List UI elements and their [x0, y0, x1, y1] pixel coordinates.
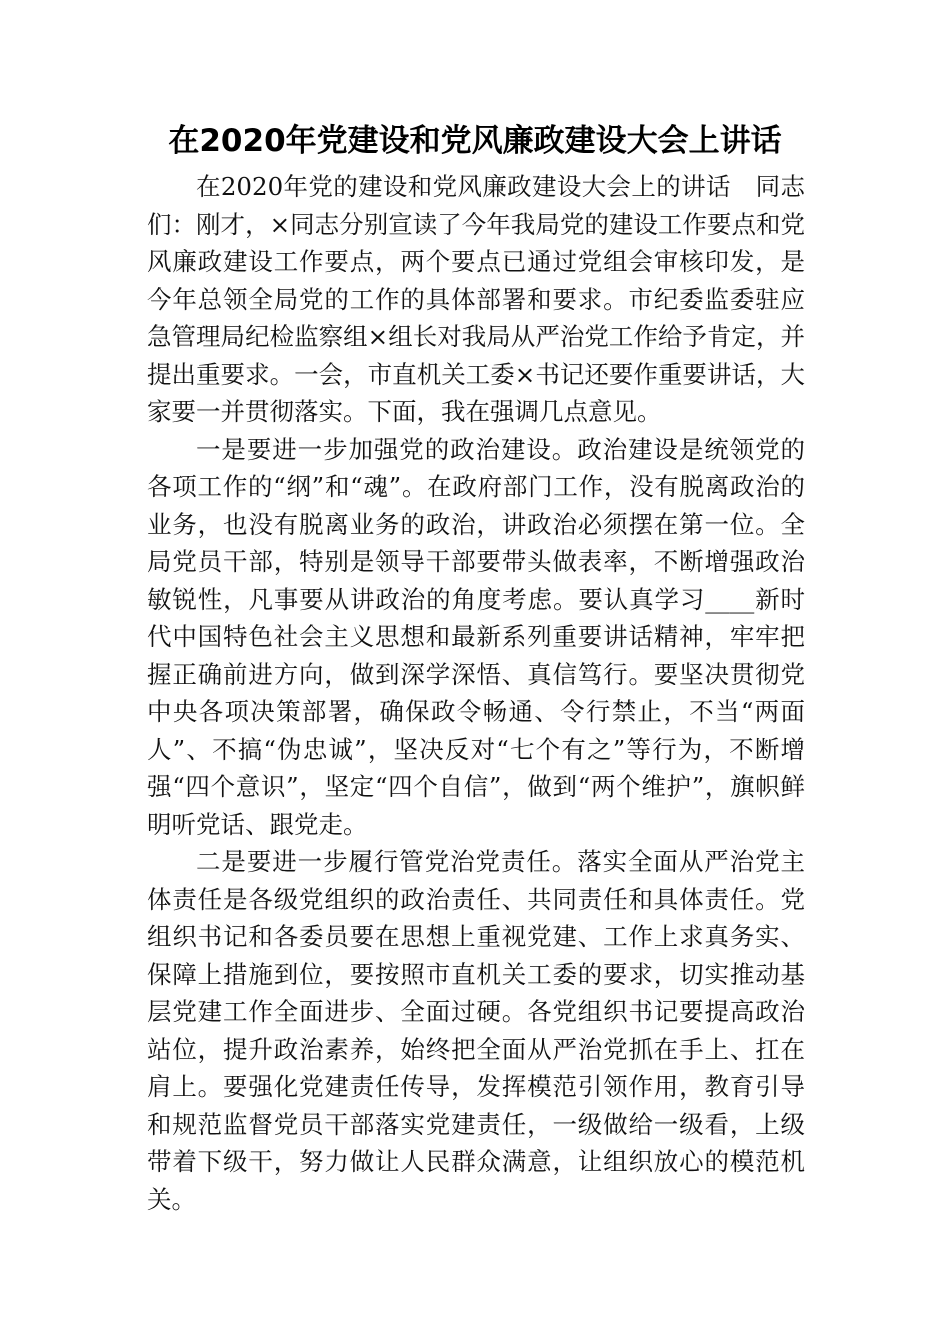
paragraph-party-responsibility: 二是要进一步履行管党治党责任。落实全面从严治党主体责任是各级党组织的政治责任、共同责任和具体责任。党组织书记和各委员要在思想上重视党建、工作上求真务实、保障上措施到位，要按照市直机关工委的要求，切实推动基层党建工作全面进步、全面过硬。各党组织书记要提高政治站位，提升政治素养，始终把全面从严治党抓在手上、扛在肩上。要强化党建责任传导，发挥模范引领作用，教育引导和规范监督党员干部落实党建责任，一级做给一级看，上级带着下级干，努力做让人民群众满意，让组织放心的模范机关。	[147, 847, 805, 1214]
paragraph-intro: 在2020年党的建设和党风廉政建设大会上的讲话 同志们：刚才，×同志分别宣读了今年我局党的建设工作要点和党风廉政建设工作要点，两个要点已通过党组会审核印发，是今年总领全局党的工作的具体部署和要求。市纪委监委驻应急管理局纪检监察组×组长对我局从严治党工作给予肯定，并提出重要求。一会，市直机关工委×书记还要作重要讲话，大家要一并贯彻落实。下面，我在强调几点意见。	[147, 172, 805, 426]
document-title: 在2020年党建设和党风廉政建设大会上讲话	[168, 123, 782, 159]
paragraph-political-construction: 一是要进一步加强党的政治建设。政治建设是统领党的各项工作的“纲”和“魂”。在政府部门工作，没有脱离政治的业务，也没有脱离业务的政治，讲政治必须摆在第一位。全局党员干部，特别是领导干部要带头做表率，不断增强政治敏锐性，凡事要从讲政治的角度考虑。要认真学习____新时代中国特色社会主义思想和最新系列重要讲话精神，牢牢把握正确前进方向，做到深学深悟、真信笃行。要坚决贯彻党中央各项决策部署，确保政令畅通、令行禁止，不当“两面人”、不搞“伪忠诚”，坚决反对“七个有之”等行为，不断增强“四个意识”，坚定“四个自信”，做到“两个维护”，旗帜鲜明听党话、跟党走。	[147, 434, 805, 839]
document-body	[147, 168, 805, 1218]
